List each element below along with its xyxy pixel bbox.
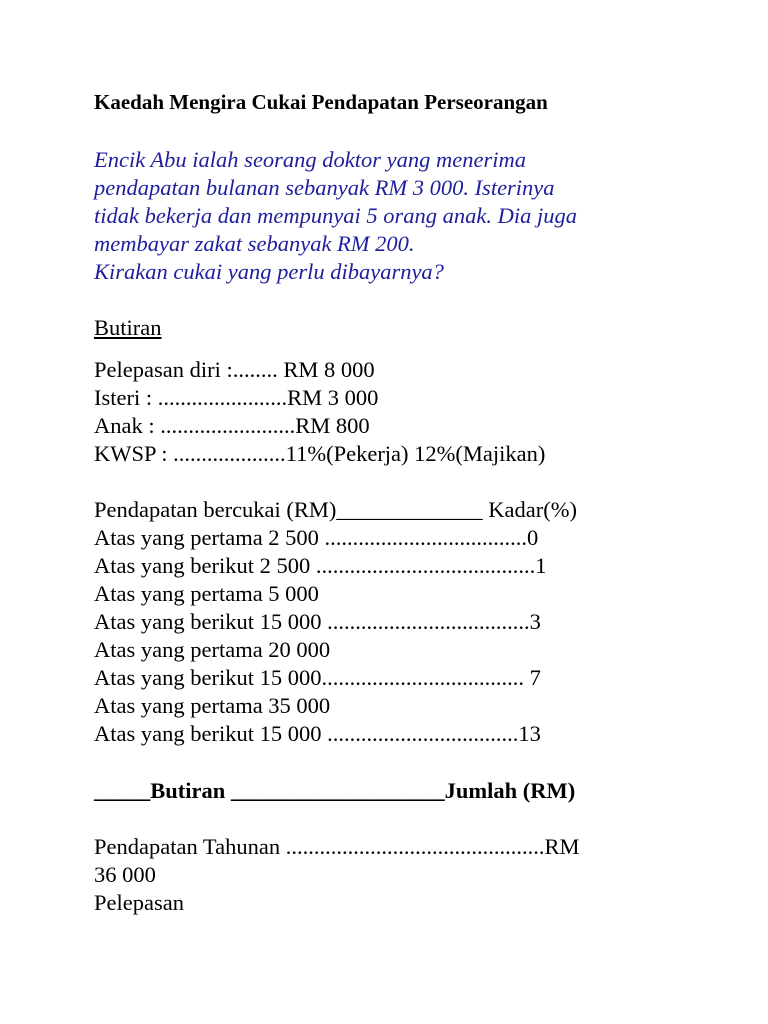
rate-line: Atas yang berikut 2 500 .......................................1 bbox=[94, 553, 547, 578]
question-line-4: membayar zakat sebanyak RM 200. bbox=[94, 231, 415, 256]
rate-line: Atas yang pertama 20 000 bbox=[94, 637, 331, 662]
relief-line: KWSP : ....................11%(Pekerja) 12%(Majikan) bbox=[94, 441, 546, 466]
document-title: Kaedah Mengira Cukai Pendapatan Perseorangan bbox=[94, 90, 548, 114]
butiran-heading: Butiran bbox=[94, 315, 162, 340]
question-line-5: Kirakan cukai yang perlu dibayarnya? bbox=[94, 259, 444, 284]
question-line-1: Encik Abu ialah seorang doktor yang menerima bbox=[94, 147, 527, 172]
question-line-3: tidak bekerja dan mempunyai 5 orang anak. Dia juga bbox=[94, 203, 578, 228]
rate-line: Atas yang berikut 15 000 ..................................13 bbox=[94, 721, 541, 746]
rate-line: Atas yang berikut 15 000 ....................................3 bbox=[94, 609, 541, 634]
relief-line: Pelepasan diri :........ RM 8 000 bbox=[94, 357, 375, 382]
summary-line: Pendapatan Tahunan ..............................................RM bbox=[94, 834, 580, 859]
relief-line: Anak : ........................RM 800 bbox=[94, 413, 370, 438]
rate-line: Atas yang berikut 15 000.................................... 7 bbox=[94, 665, 541, 690]
rate-line: Atas yang pertama 5 000 bbox=[94, 581, 319, 606]
rates-header: Pendapatan bercukai (RM)_____________ Kadar(%) bbox=[94, 497, 577, 522]
summary-line: Pelepasan bbox=[94, 890, 184, 915]
rate-line: Atas yang pertama 2 500 ....................................0 bbox=[94, 525, 539, 550]
rate-line: Atas yang pertama 35 000 bbox=[94, 693, 331, 718]
summary-line: 36 000 bbox=[94, 862, 156, 887]
question-line-2: pendapatan bulanan sebanyak RM 3 000. Isterinya bbox=[94, 175, 555, 200]
summary-header: _____Butiran ___________________Jumlah (RM) bbox=[94, 778, 576, 803]
relief-line: Isteri : .......................RM 3 000 bbox=[94, 385, 379, 410]
